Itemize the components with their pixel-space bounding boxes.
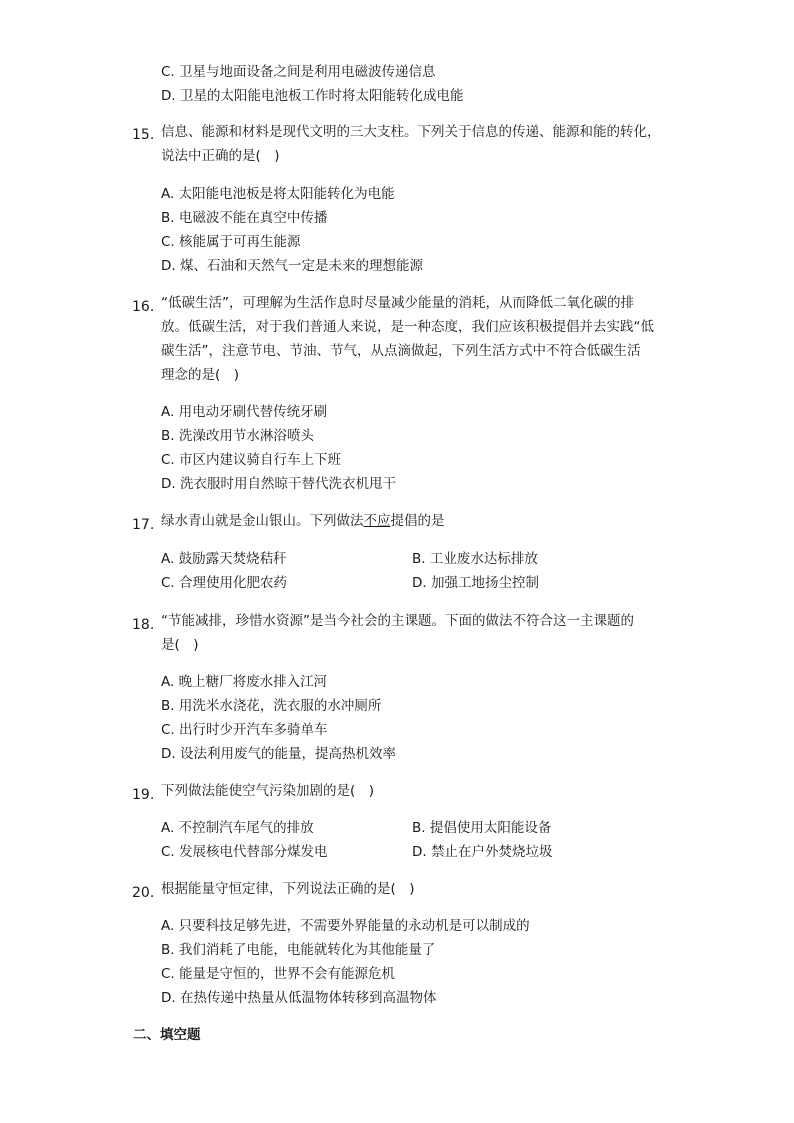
q15-number: 15. [132,127,155,143]
q17-stem-post: 提倡的是 [390,513,445,529]
q15-stem-line1: 信息、能源和材料是现代文明的三大支柱。下列关于信息的传递、能源和能的转化， [161,124,661,140]
q19-option-c: C. 发展核电代替部分煤发电 [161,844,328,860]
q17-stem-underlined: 不应 [363,513,391,529]
q19-number: 19. [132,787,155,803]
q16-number: 16. [132,299,155,315]
q15-option-b: B. 电磁波不能在真空中传播 [161,210,328,226]
q19-stem: 下列做法能使空气污染加剧的是( ) [161,783,375,799]
q19-option-d: D. 禁止在户外焚烧垃圾 [412,844,553,860]
q16-stem-line3: 碳生活”，注意节电、节油、节气，从点滴做起，下列生活方式中不符合低碳生活 [161,343,641,359]
q20-option-a: A. 只要科技足够先进，不需要外界能量的永动机是可以制成的 [161,918,530,934]
q16-option-c: C. 市区内建议骑自行车上下班 [161,452,342,468]
q18-option-d: D. 设法利用废气的能量，提高热机效率 [161,746,396,762]
q19-option-a: A. 不控制汽车尾气的排放 [161,820,314,836]
q18-option-c: C. 出行时少开汽车多骑单车 [161,722,328,738]
q20-option-b: B. 我们消耗了电能，电能就转化为其他能量了 [161,942,436,958]
q14-option-d: D. 卫星的太阳能电池板工作时将太阳能转化成电能 [161,88,464,104]
q20-option-d: D. 在热传递中热量从低温物体转移到高温物体 [161,990,437,1006]
q17-option-b: B. 工业废水达标排放 [412,551,538,567]
q17-stem [161,510,445,532]
q16-option-a: A. 用电动牙刷代替传统牙刷 [161,404,328,420]
q18-number: 18. [132,617,155,633]
q17-option-a: A. 鼓励露天焚烧秸秆 [161,551,287,567]
q19-option-b: B. 提倡使用太阳能设备 [412,820,552,836]
q18-stem-line2: 是( ) [161,637,199,653]
q16-stem-line2: 放。低碳生活，对于我们普通人来说，是一种态度，我们应该积极提倡并去实践“低 [161,319,654,335]
q18-stem-line1: “节能减排，珍惜水资源”是当今社会的主课题。下面的做法不符合这一主课题的 [161,613,634,629]
q15-option-c: C. 核能属于可再生能源 [161,234,301,250]
q15-option-d: D. 煤、石油和天然气一定是未来的理想能源 [161,258,423,274]
q16-stem-line4: 理念的是( ) [161,367,240,383]
q17-option-c: C. 合理使用化肥农药 [161,575,288,591]
q16-stem-line1: “低碳生活”，可理解为生活作息时尽量减少能量的消耗，从而降低二氧化碳的排 [161,295,634,311]
q17-option-d: D. 加强工地扬尘控制 [412,575,539,591]
section-heading-fill-in: 二、填空题 [133,1027,201,1043]
q16-option-b: B. 洗澡改用节水淋浴喷头 [161,428,314,444]
q18-option-a: A. 晚上糖厂将废水排入江河 [161,674,328,690]
q15-stem-line2: 说法中正确的是( ) [161,148,280,164]
q20-stem: 根据能量守恒定律，下列说法正确的是( ) [161,881,415,897]
q17-number: 17. [132,517,155,533]
q17-stem-pre: 绿水青山就是金山银山。下列做法 [161,513,364,529]
q20-option-c: C. 能量是守恒的，世界不会有能源危机 [161,966,396,982]
q18-option-b: B. 用洗米水浇花，洗衣服的水冲厕所 [161,698,382,714]
q15-option-a: A. 太阳能电池板是将太阳能转化为电能 [161,186,395,202]
q16-option-d: D. 洗衣服时用自然晾干替代洗衣机甩干 [161,476,396,492]
q20-number: 20. [132,885,155,901]
q14-option-c: C. 卫星与地面设备之间是利用电磁波传递信息 [161,64,436,80]
